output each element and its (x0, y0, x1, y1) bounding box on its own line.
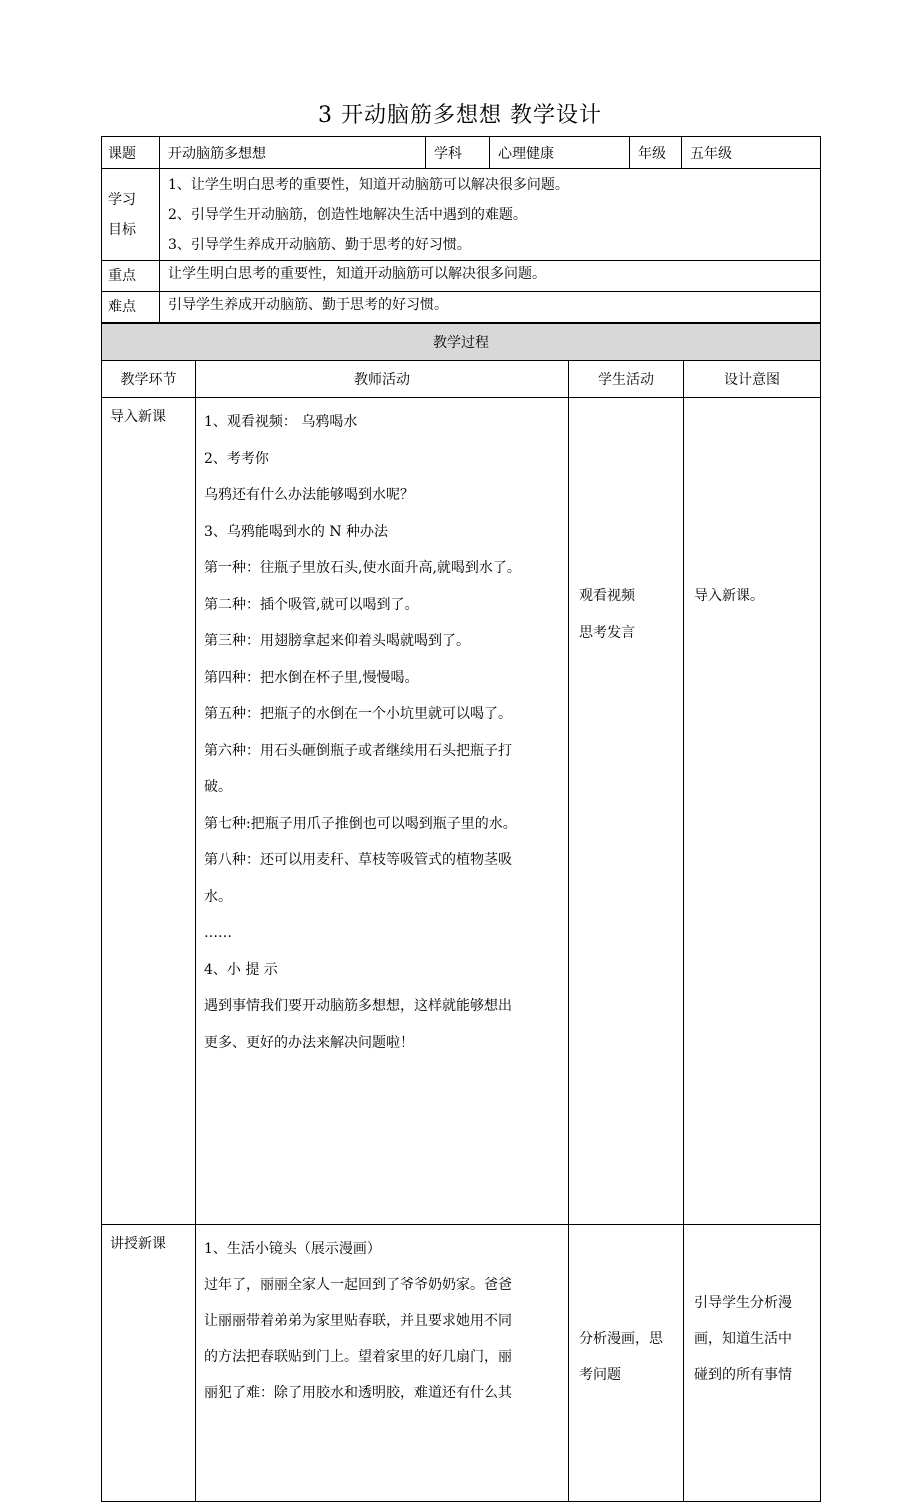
teacher-line: 第七种:把瓶子用爪子推倒也可以喝到瓶子里的水。 (204, 815, 517, 832)
page-title: 3 开动脑筋多想想 教学设计 (318, 103, 602, 128)
subject-value: 心理健康 (490, 137, 630, 169)
design-intent-cell (684, 398, 821, 1225)
difficulty-value: 引导学生养成开动脑筋、勤于思考的好习惯。 (160, 292, 821, 323)
teacher-line: 破。 (204, 779, 232, 795)
difficulty-label: 难点 (102, 292, 160, 323)
teacher-line: 过年了，丽丽全家人一起回到了爷爷奶奶家。爸爸 (204, 1277, 512, 1293)
design-intent-cell (684, 1225, 821, 1502)
teacher-line: 4、小 提 示 (204, 961, 278, 978)
teacher-line: 第三种：用翅膀拿起来仰着头喝就喝到了。 (204, 633, 470, 649)
teacher-line: 第一种：往瓶子里放石头,使水面升高,就喝到水了。 (204, 560, 521, 576)
teacher-line: 第四种：把水倒在杯子里,慢慢喝。 (204, 669, 419, 686)
stage-cell: 讲授新课 (102, 1225, 196, 1502)
teacher-line: 的方法把春联贴到门上。望着家里的好几扇门，丽 (204, 1349, 512, 1365)
key-point-label: 重点 (102, 261, 160, 292)
goals-label: 学习 目标 (102, 169, 160, 261)
student-line: 考问题 (579, 1367, 621, 1383)
teacher-line: 1、观看视频： 乌鸦喝水 (204, 414, 358, 430)
lesson-info-table (101, 136, 821, 323)
topic-value: 开动脑筋多想想 (160, 137, 426, 169)
intent-line: 画，知道生活中 (694, 1331, 792, 1347)
teacher-line: 第五种：把瓶子的水倒在一个小坑里就可以喝了。 (204, 706, 512, 722)
intent-line: 引导学生分析漫 (694, 1295, 792, 1311)
teacher-line: 乌鸦还有什么办法能够喝到水呢？ (204, 487, 414, 503)
intent-line: 导入新课。 (694, 588, 764, 604)
col-header-student: 学生活动 (569, 361, 684, 398)
teacher-line: 3、乌鸦能喝到水的 N 种办法 (204, 523, 389, 540)
key-point-value: 让学生明白思考的重要性，知道开动脑筋可以解决很多问题。 (160, 261, 821, 292)
teacher-line: 丽犯了难：除了用胶水和透明胶，难道还有什么其 (204, 1385, 512, 1401)
process-banner: 教学过程 (102, 324, 821, 361)
teacher-line: 遇到事情我们要开动脑筋多想想，这样就能够想出 (204, 998, 512, 1014)
teacher-line: 第二种：插个吸管,就可以喝到了。 (204, 596, 419, 613)
col-header-stage: 教学环节 (102, 361, 196, 398)
teacher-line: 第六种：用石头砸倒瓶子或者继续用石头把瓶子打 (204, 742, 512, 759)
goal-item: 3、引导学生养成开动脑筋、勤于思考的好习惯。 (168, 237, 471, 253)
topic-label: 课题 (102, 137, 160, 169)
student-activity-cell (569, 1225, 684, 1502)
teacher-activity-cell (196, 398, 569, 1225)
teacher-activity-cell (196, 1225, 569, 1502)
teacher-line: 让丽丽带着弟弟为家里贴春联，并且要求她用不同 (204, 1313, 512, 1329)
subject-label: 学科 (426, 137, 490, 169)
teacher-line: 第八种：还可以用麦秆、草枝等吸管式的植物茎吸 (204, 852, 512, 868)
grade-label: 年级 (630, 137, 682, 169)
goals-list (160, 169, 821, 261)
teacher-line: 水。 (204, 888, 232, 905)
col-header-intent: 设计意图 (684, 361, 821, 398)
student-activity-cell (569, 398, 684, 1225)
student-line: 思考发言 (579, 624, 635, 641)
teacher-line: …… (204, 925, 232, 941)
teacher-line: 1、生活小镜头（展示漫画） (204, 1241, 381, 1257)
teaching-process-table (101, 323, 821, 1502)
student-line: 分析漫画，思 (579, 1331, 663, 1347)
student-line: 观看视频 (579, 588, 635, 604)
teacher-line: 2、考考你 (204, 450, 269, 467)
col-header-teacher: 教师活动 (196, 361, 569, 398)
intent-line: 碰到的所有事情 (694, 1367, 792, 1383)
goal-item: 2、引导学生开动脑筋，创造性地解决生活中遇到的难题。 (168, 207, 527, 223)
grade-value: 五年级 (682, 137, 821, 169)
goal-item: 1、让学生明白思考的重要性，知道开动脑筋可以解决很多问题。 (168, 177, 569, 193)
stage-cell: 导入新课 (102, 398, 196, 1225)
teacher-line: 更多、更好的办法来解决问题啦！ (204, 1034, 414, 1051)
